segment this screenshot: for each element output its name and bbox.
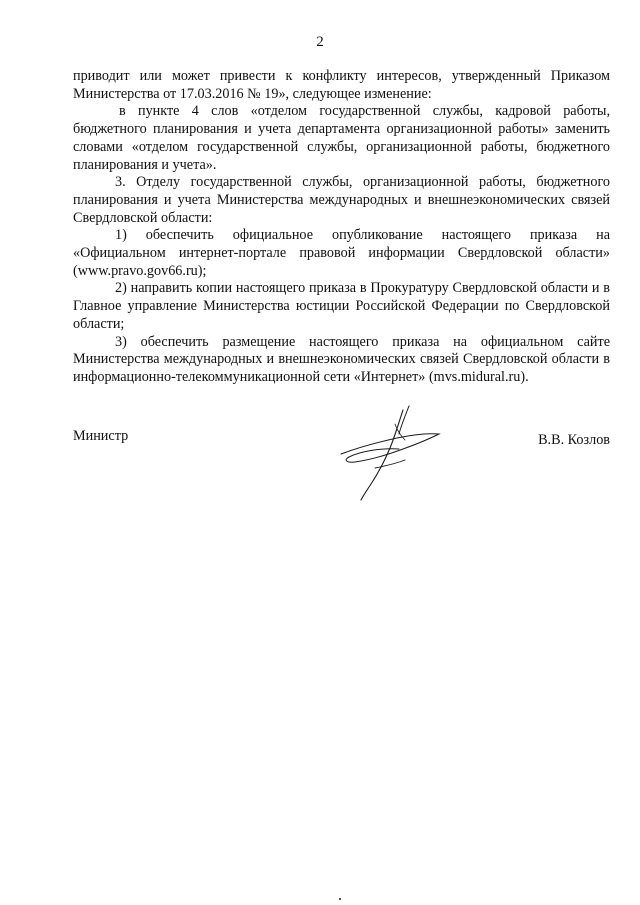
- paragraph-subitem-3: 3) обеспечить размещение настоящего приказа на официальном сайте Министерства международных и внешнеэкономических связей Свердловской области в информационно-телекоммуникационной сети «Интернет» (mvs.midural.ru).: [73, 333, 610, 385]
- signature-block: [73, 428, 610, 518]
- signatory-title: Министр: [73, 428, 129, 444]
- paragraph-amendment: в пункте 4 слов «отделом государственной службы, кадровой работы, бюджетного планирования и учета департамента организационной работы» заменить словами «отделом государственной службы, организационной работы, бюджетного планирования и учета».: [73, 103, 610, 173]
- paragraph-item-3: 3. Отделу государственной службы, организационной работы, бюджетного планирования и учета Министерства международных и внешнеэкономических связей Свердловской области:: [73, 174, 610, 226]
- paragraph-subitem-1: 1) обеспечить официальное опубликование настоящего приказа на «Официальном интернет-портале правовой информации Свердловской области» (www.pravo.gov66.ru);: [73, 227, 610, 279]
- page-number: 2: [316, 34, 324, 50]
- scan-artifact-dot: [339, 898, 341, 900]
- document-body: [73, 68, 610, 387]
- paragraph-continuation: приводит или может привести к конфликту интересов, утвержденный Приказом Министерства от 17.03.2016 № 19», следующее изменение:: [73, 68, 610, 102]
- signatory-name: В.В. Козлов: [538, 432, 610, 448]
- handwritten-signature: [335, 402, 455, 502]
- paragraph-subitem-2: 2) направить копии настоящего приказа в Прокуратуру Свердловской области и в Главное управление Министерства юстиции Российской Федерации по Свердловской области;: [73, 280, 610, 332]
